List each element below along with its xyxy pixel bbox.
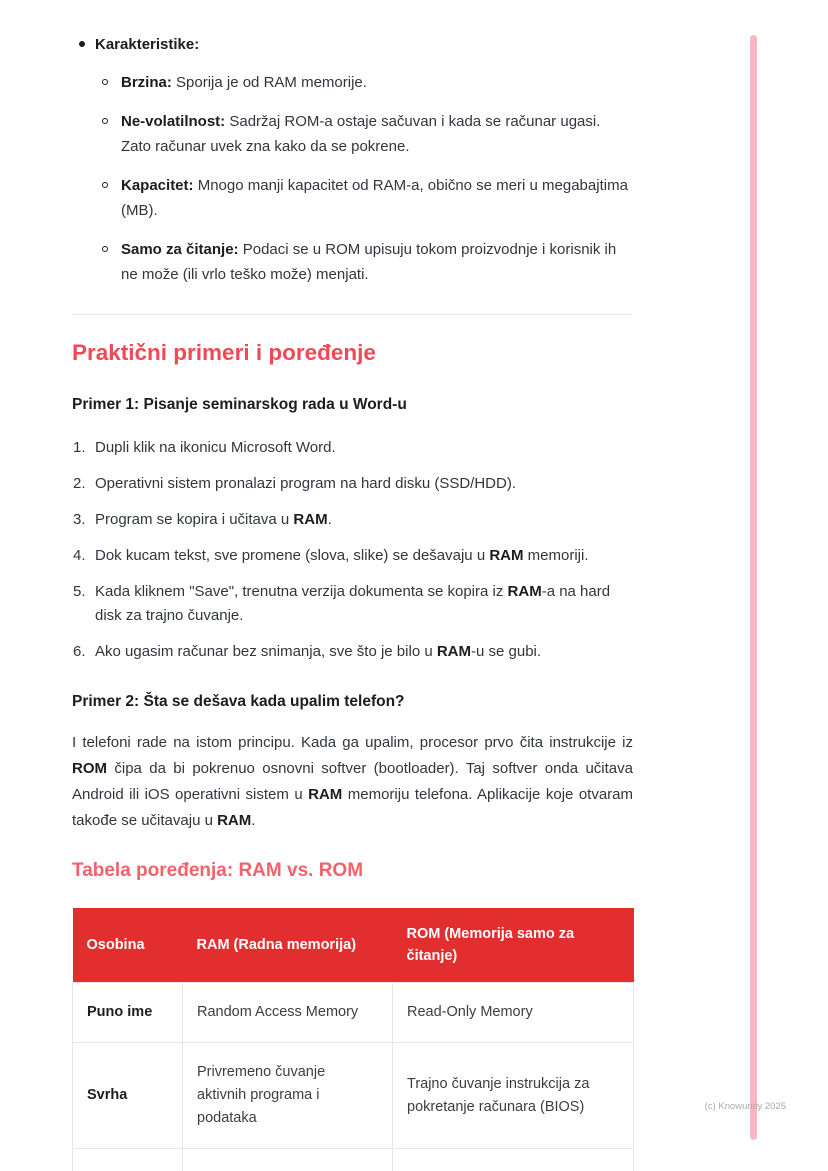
text-segment: RAM bbox=[507, 582, 542, 600]
table-cell: Privremeno čuvanje aktivnih programa i podataka bbox=[183, 1043, 393, 1149]
text-segment: RAM bbox=[217, 812, 252, 830]
table-header bbox=[73, 908, 634, 983]
disc-bullet-icon bbox=[79, 41, 85, 47]
table-header-cell: RAM (Radna memorija) bbox=[183, 908, 393, 983]
text-segment: I telefoni rade na istom principu. Kada ga upalim, procesor prvo čita instrukcije iz bbox=[72, 734, 633, 752]
phone-paragraph bbox=[72, 730, 633, 834]
table-cell: Trajno čuvanje instrukcija za pokretanje računara (BIOS) bbox=[393, 1043, 634, 1149]
section-heading: Praktični primeri i poređenje bbox=[72, 340, 376, 365]
text-segment: čipa da bi pokrenuo osnovni softver (bootloader). Taj softver onda učitava Android ili iOS operativni sistem u bbox=[72, 760, 633, 804]
step-item bbox=[72, 544, 633, 568]
table-cell: Svrha bbox=[73, 1043, 183, 1149]
item-text: Sporija je od RAM memorije. bbox=[176, 74, 367, 91]
step-item bbox=[72, 640, 633, 664]
text-segment: Ako ugasim računar bez snimanja, sve što je bilo u bbox=[95, 642, 437, 660]
step-item bbox=[72, 436, 633, 460]
item-label: Ne-volatilnost: bbox=[121, 113, 226, 130]
characteristics-title: Karakteristike: bbox=[95, 36, 200, 53]
table-header-cell: ROM (Memorija samo za čitanje) bbox=[393, 908, 634, 983]
item-label: Kapacitet: bbox=[121, 177, 194, 194]
text-segment: Kada kliknem "Save", trenutna verzija dokumenta se kopira iz bbox=[95, 582, 508, 600]
watermark: (c) Knowunity 2025 bbox=[704, 1101, 786, 1112]
table-cell bbox=[73, 1149, 183, 1171]
text-segment: Operativni sistem pronalazi program na hard disku (SSD/HDD). bbox=[95, 474, 516, 492]
item-text: Mnogo manji kapacitet od RAM-a, obično se meri u megabajtima (MB). bbox=[121, 177, 628, 219]
page-accent-bar bbox=[750, 35, 757, 1140]
table-header-cell: Osobina bbox=[73, 908, 183, 983]
circle-bullet-icon bbox=[102, 79, 108, 85]
text-segment: . bbox=[251, 812, 256, 830]
list-item bbox=[102, 70, 633, 95]
text-segment: RAM bbox=[293, 510, 328, 528]
text-segment: memoriju telefona. Aplikacije koje otvaram takođe se učitavaju u bbox=[72, 786, 633, 830]
example2-title: Primer 2: Šta se dešava kada upalim telefon? bbox=[72, 692, 405, 710]
item-label: Samo za čitanje: bbox=[121, 241, 239, 258]
item-text: Sadržaj ROM-a ostaje sačuvan i kada se računar ugasi. Zato računar uvek zna kako da se pokrene. bbox=[121, 113, 601, 155]
characteristics-section bbox=[72, 33, 633, 287]
table-cell bbox=[393, 1149, 634, 1171]
list-item bbox=[102, 237, 633, 287]
list-item bbox=[102, 173, 633, 223]
text-segment: RAM bbox=[436, 642, 472, 660]
text-segment: memoriji. bbox=[523, 546, 589, 564]
table-cell: Puno ime bbox=[73, 983, 183, 1043]
circle-bullet-icon bbox=[102, 182, 108, 188]
comparison-table bbox=[72, 908, 634, 1171]
text-segment: ROM bbox=[72, 760, 107, 778]
table-cell: Read-Only Memory bbox=[393, 983, 634, 1043]
step-item bbox=[72, 580, 633, 628]
text-segment: Program se kopira i učitava u bbox=[95, 510, 294, 528]
list-item bbox=[72, 33, 633, 56]
table-row bbox=[73, 1043, 634, 1149]
text-segment: RAM bbox=[308, 786, 343, 804]
text-segment: -a na hard disk za trajno čuvanje. bbox=[95, 582, 611, 624]
circle-bullet-icon bbox=[102, 118, 108, 124]
text-segment: RAM bbox=[489, 546, 524, 564]
text-segment: Dupli klik na ikonicu Microsoft Word. bbox=[95, 438, 336, 456]
table-cell bbox=[183, 1149, 393, 1171]
text-segment: . bbox=[327, 510, 332, 528]
item-label: Brzina: bbox=[121, 74, 172, 91]
comparison-heading: Tabela poređenja: RAM vs. ROM bbox=[72, 860, 364, 882]
text-segment: Dok kucam tekst, sve promene (slova, slike) se dešavaju u bbox=[95, 546, 490, 564]
table-header-row bbox=[73, 908, 634, 983]
document-content bbox=[72, 33, 633, 1171]
characteristics-list bbox=[72, 70, 633, 287]
list-item bbox=[102, 109, 633, 159]
item-text: Podaci se u ROM upisuju tokom proizvodnje i korisnik ih ne može (ili vrlo teško može) menjati. bbox=[121, 241, 617, 283]
step-item bbox=[72, 472, 633, 496]
section-divider bbox=[72, 314, 633, 315]
table-body bbox=[73, 983, 634, 1171]
table-cell: Random Access Memory bbox=[183, 983, 393, 1043]
table-row bbox=[73, 983, 634, 1043]
circle-bullet-icon bbox=[102, 246, 108, 252]
example1-title: Primer 1: Pisanje seminarskog rada u Word-u bbox=[72, 396, 407, 414]
table-row bbox=[73, 1149, 634, 1171]
text-segment: -u se gubi. bbox=[471, 642, 542, 660]
step-item bbox=[72, 508, 633, 532]
steps-list bbox=[72, 436, 633, 664]
